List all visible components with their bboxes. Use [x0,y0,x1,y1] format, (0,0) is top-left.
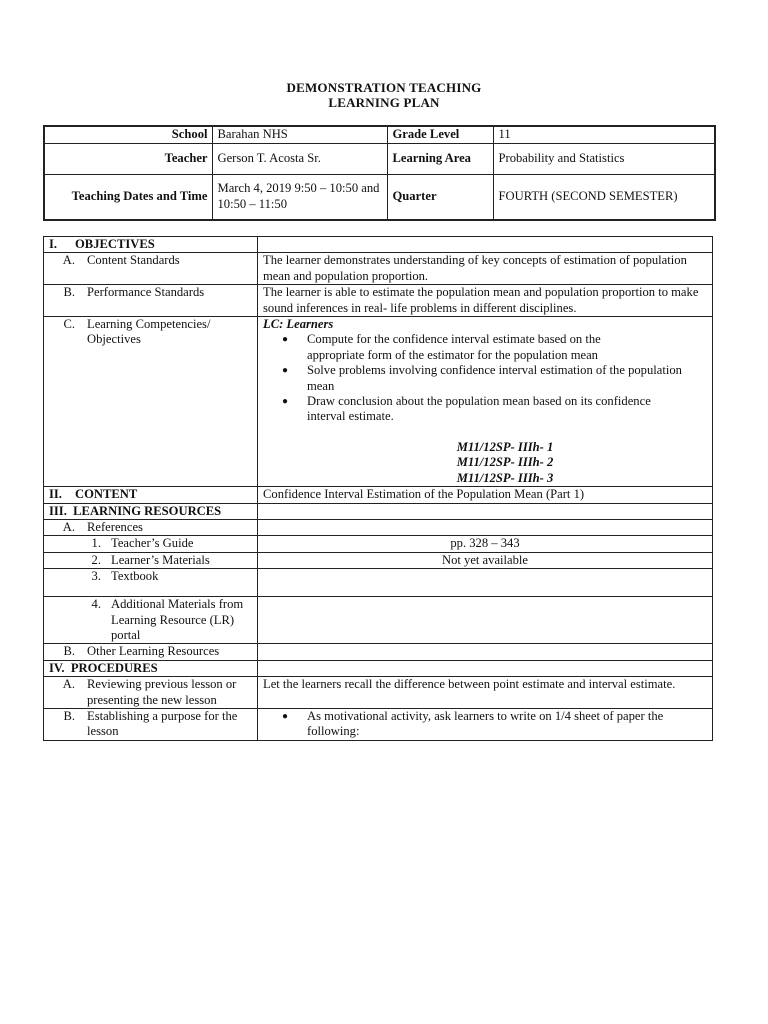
content-text: Confidence Interval Estimation of the Population Mean (Part 1) [258,487,713,503]
learning-competencies-content [258,317,713,487]
teachers-guide-value: pp. 328 – 343 [258,536,713,552]
bullet-icon: ● [281,396,289,408]
list-item: ● Solve problems involving confidence interval estimation of the population mean [263,363,707,394]
quarter-label: Quarter [387,174,493,220]
school-value: Barahan NHS [212,126,387,143]
other-resources-label: B. Other Learning Resources [44,644,258,660]
header-info-table [43,125,716,221]
teachers-guide-label: 1. Teacher’s Guide [44,536,258,552]
teaching-dates-value: March 4, 2019 9:50 – 10:50 and 10:50 – 11:50 [212,174,387,220]
teaching-dates-label: Teaching Dates and Time [44,174,212,220]
performance-standards-label: B. Performance Standards [44,285,258,317]
establishing-purpose-content [258,708,713,740]
performance-standards-text: The learner is able to estimate the population mean and population proportion to make sound inferences in real- life problems in different disciplines. [258,285,713,317]
grade-level-label: Grade Level [387,126,493,143]
quarter-value: FOURTH (SECOND SEMESTER) [493,174,715,220]
content-heading: II. CONTENT [44,487,258,503]
school-label: School [44,126,212,143]
content-standards-label: A. Content Standards [44,253,258,285]
competencies-list [263,332,707,424]
learning-area-label: Learning Area [387,143,493,174]
learners-materials-value: Not yet available [258,552,713,568]
competency-code: M11/12SP- IIIh- 3 [456,470,554,485]
bullet-icon: ● [281,710,289,722]
document-subtitle: LEARNING PLAN [328,95,440,110]
teacher-label: Teacher [44,143,212,174]
textbook-label: 3. Textbook [44,569,258,597]
learners-materials-label: 2. Learner’s Materials [44,552,258,568]
learning-plan-table [43,236,713,741]
list-item: ● Compute for the confidence interval estimate based on the appropriate form of the estimator for the population mean [263,332,707,363]
learning-resources-heading: III. LEARNING RESOURCES [44,503,258,519]
additional-materials-value [258,597,713,644]
grade-level-value: 11 [493,126,715,143]
reviewing-lesson-label: A. Reviewing previous lesson or presenting the new lesson [44,677,258,709]
lc-heading: LC: Learners [263,317,334,332]
establishing-purpose-label: B. Establishing a purpose for the lesson [44,708,258,740]
additional-materials-label: 4. Additional Materials from Learning Resource (LR) portal [44,597,258,644]
teacher-value: Gerson T. Acosta Sr. [212,143,387,174]
content-standards-text: The learner demonstrates understanding of key concepts of estimation of population mean and population proportion. [258,253,713,285]
textbook-value [258,569,713,597]
list-item: ● Draw conclusion about the population mean based on its confidence interval estimate. [263,394,707,425]
bullet-icon: ● [281,365,289,377]
procedures-heading: IV. PROCEDURES [44,660,258,676]
list-item: ● As motivational activity, ask learners to write on 1/4 sheet of paper the following: [263,709,707,740]
competency-code: M11/12SP- IIIh- 2 [456,455,554,470]
reviewing-lesson-text: Let the learners recall the difference between point estimate and interval estimate. [258,677,713,709]
objectives-heading: I. OBJECTIVES [44,237,258,253]
learning-competencies-label: C. Learning Competencies/ Objectives [44,317,258,487]
references-label: A. References [44,519,258,535]
learning-area-value: Probability and Statistics [493,143,715,174]
competency-code: M11/12SP- IIIh- 1 [456,439,554,454]
bullet-icon: ● [281,334,289,346]
document-title: DEMONSTRATION TEACHING [286,80,482,95]
